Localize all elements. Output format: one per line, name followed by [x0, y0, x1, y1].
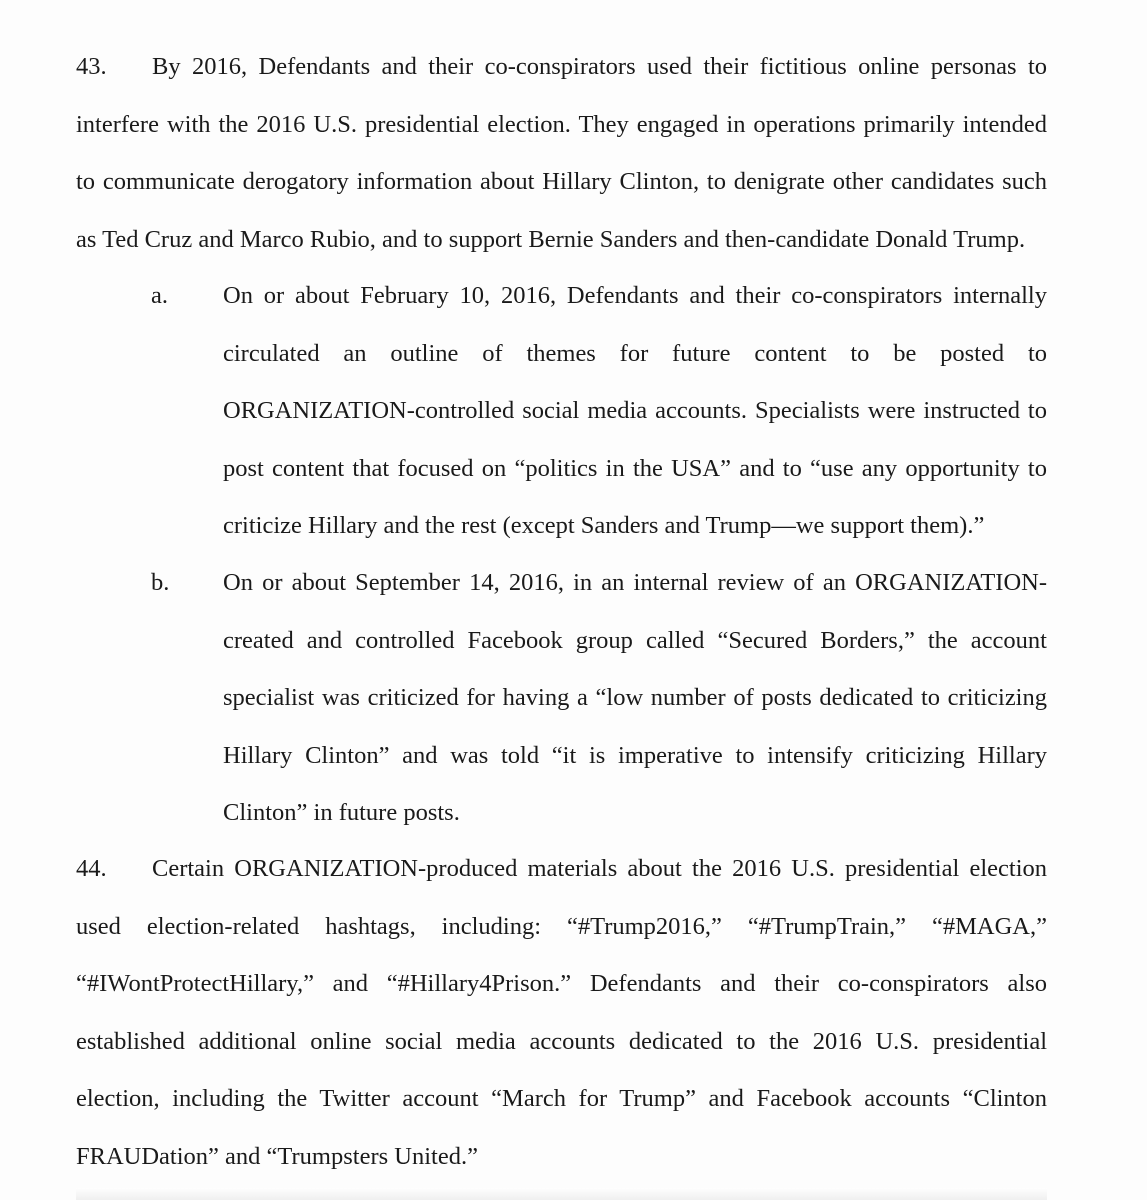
paragraph-43: [76, 38, 1047, 268]
cut-off-next-line: [76, 1188, 1047, 1200]
paragraph-44: [76, 840, 1047, 1185]
subparagraph-text: On or about February 10, 2016, Defendants and their co-conspirators internally circulated an outline of themes for future content to be posted to ORGANIZATION-controlled social media accounts. Specialists were instructed to post content that focused on “politics in the USA” and to “use any opportunity to criticize Hillary and the rest (except Sanders and Trump—we support them).”: [223, 282, 1047, 539]
subparagraph-label: a.: [151, 282, 168, 309]
subparagraph-text: On or about September 14, 2016, in an internal review of an ORGANIZATION-created and controlled Facebook group called “Secured Borders,” the account specialist was criticized for having a “low number of posts dedicated to criticizing Hillary Clinton” and was told “it is imperative to intensify criticizing Hillary Clinton” in future posts.: [223, 569, 1047, 826]
paragraph-number: 43.: [76, 53, 107, 80]
subparagraph-label: b.: [151, 569, 170, 596]
subparagraph-b: [151, 554, 1047, 842]
paragraph-text: By 2016, Defendants and their co-conspirators used their fictitious online personas to interfere with the 2016 U.S. presidential election. They engaged in operations primarily intended to communicate derogatory information about Hillary Clinton, to denigrate other candidates such as Ted Cruz and Marco Rubio, and to support Bernie Sanders and then-candidate Donald Trump.: [76, 53, 1047, 253]
paragraph-number: 44.: [76, 855, 107, 882]
subparagraph-a: [151, 267, 1047, 555]
paragraph-text: Certain ORGANIZATION-produced materials about the 2016 U.S. presidential election used election-related hashtags, including: “#Trump2016,” “#TrumpTrain,” “#MAGA,” “#IWontProtectHillary,” and “#Hillary4Prison.” Defendants and their co-conspirators also established additional online social media accounts dedicated to the 2016 U.S. presidential election, including the Twitter account “March for Trump” and Facebook accounts “Clinton FRAUDation” and “Trumpsters United.”: [76, 855, 1047, 1170]
